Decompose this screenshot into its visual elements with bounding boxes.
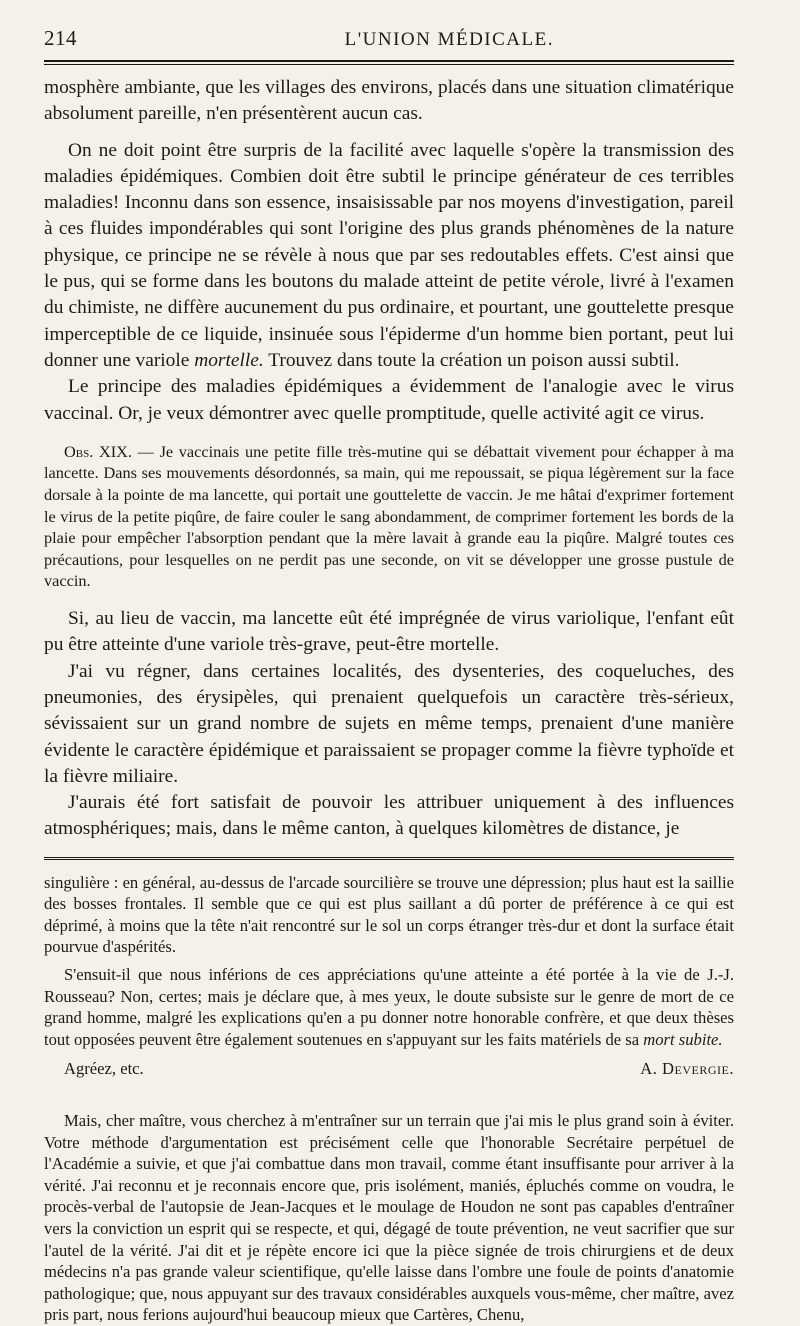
paragraph-continuation: mosphère ambiante, que les villages des environs, placés dans une situation climatérique absolument pareille, n'en présentèrent aucun cas.: [44, 77, 734, 125]
paragraph-atmospheric: J'aurais été fort satisfait de pouvoir les attribuer uniquement à des influences atmosphériques; mais, dans le même canton, à quelques kilomètres de distance, je: [44, 792, 734, 840]
observation-text: — Je vaccinais une petite fille très-mutine qui se débattait vivement pour échapper à ma lancette. Dans ses mouvements désordonnés, sa main, qui me repoussait, se piqua légèrement sur la face dorsale à la pointe de ma lancette, qui portait une gouttelette de vaccin. Je me hâtai d'exprimer fortement le virus de la petite piqûre, de faire couler le sang abondamment, de comprimer fortement les bords de la plaie pour empêcher l'absorption pendant que la mère lavait à grande eau la piqûre. Malgré toutes ces précautions, pour lesquelles on ne perdit pas une seconde, on vit se développer une grosse pustule de vaccin.: [44, 441, 734, 591]
letter-paragraph-1: singulière : en général, au-dessus de l'arcade sourcilière se trouve une dépression; plus haut est la saillie des bosses frontales. Il semble que ce qui est plus saillant a dû porter de préférence à ce qui est déprimé, à moins que la tête n'ait rencontré sur le sol un corps étranger très-dur et dont la surface était pourvue d'aspérités.: [44, 872, 734, 957]
italic-phrase: mort subite.: [643, 1029, 723, 1049]
page-header: [44, 26, 734, 56]
letter-devergie: [44, 872, 734, 1080]
reply-text: [44, 1110, 734, 1326]
main-text-continued: [44, 606, 734, 843]
reply-paragraph: Mais, cher maître, vous cherchez à m'entraîner sur un terrain que j'ai mis le plus grand soin à éviter. Votre méthode d'argumentation est précisément celle que l'honorable Secrétaire perpétuel de l'Académie a suivie, et que j'ai combattue dans mon travail, comme étant insuffisante pour arriver à la vérité. J'ai reconnu et je reconnais encore que, pris isolément, maniés, épluchés comme on voudra, le procès-verbal de l'autopsie de Jean-Jacques et le moulage de Houdon ne sont pas capables d'entraîner vers la conviction un esprit qui se respecte, et qui, dégagé de toute prévention, ne veut sacrifier que sur l'autel de la vérité. J'ai dit et je répète encore ici que la pièce signée de trois chirurgiens et de deux médecins n'a pas grande valeur scientifique, qu'elle laisse dans l'ombre une foule de points d'anatomie pathologique; que, nous appuyant sur des travaux considérables auxquels vous-même, cher maître, avez pris part, nous ferions aujourd'hui beaucoup mieux que Cartères, Chenu,: [44, 1111, 734, 1325]
paragraph-epidemics: J'ai vu régner, dans certaines localités, des dysenteries, des coqueluches, des pneumonies, des érysipèles, qui prenaient quelquefois un caractère très-sérieux, sévissaient sur un grand nombre de sujets en même temps, prenaient d'une manière évidente le caractère épidémique et paraissaient se propager comme la fièvre typhoïde et la fièvre miliaire.: [44, 660, 734, 787]
paragraph-variolic: Si, au lieu de vaccin, ma lancette eût été imprégnée de virus variolique, l'enfant eût pu être atteinte d'une variole très-grave, peut-être mortelle.: [44, 608, 734, 656]
letter-signature: A. Devergie.: [640, 1059, 734, 1079]
main-text: [44, 75, 734, 427]
paragraph-vaccine-analogy: Le principe des maladies épidémiques a évidemment de l'analogie avec le virus vaccinal. Or, je veux démontrer avec quelle promptitude, quelle activité agit ce virus.: [44, 376, 734, 424]
page-number: 214: [44, 26, 77, 50]
observation-label: Obs. XIX.: [64, 441, 132, 461]
paragraph-text-end: Trouvez dans toute la création un poison aussi subtil.: [268, 349, 680, 371]
letter-signature-line: [44, 1058, 734, 1080]
section-divider: [44, 857, 734, 862]
observation-xix: [44, 441, 734, 592]
letter-paragraph-2: [44, 964, 734, 1050]
letter-text: S'ensuit-il que nous inférions de ces appréciations qu'une atteinte a été portée à la vie de J.-J. Rousseau? Non, certes; mais je déclare que, à mes yeux, le doute subsiste sur le genre de mort de ce grand homme, malgré les explications qu'en a pu donner notre honorable confrère, et que deux thèses tout opposées peuvent être également soutenues en s'appuyant sur les faits matériels de sa: [44, 965, 734, 1049]
running-head: L'UNION MÉDICALE.: [344, 29, 554, 50]
letter-closing: Agréez, etc.: [64, 1059, 144, 1079]
paragraph-text: On ne doit point être surpris de la facilité avec laquelle s'opère la transmission des maladies épidémiques. Combien doit être subtil le principe générateur de ces terribles maladies! Inconnu dans son essence, insaisissable par nos moyens d'investigation, pareil à ces fluides impondérables qui sont l'origine des plus grands phénomènes de la nature physique, ce principe ne se révèle à nous que par ses redoutables effets. C'est ainsi que le pus, qui se forme dans les boutons du malade atteint de petite vérole, livré à l'examen du chimiste, ne diffère aucunement du pus ordinaire, et pourtant, une gouttelette presque imperceptible de ce liquide, insinuée sous l'épiderme d'un homme bien portant, peut lui donner une variole: [44, 139, 734, 371]
header-rule-thin: [44, 64, 734, 65]
header-rule: [44, 60, 734, 62]
italic-word: mortelle.: [194, 349, 264, 371]
paragraph-transmission: [44, 138, 734, 375]
